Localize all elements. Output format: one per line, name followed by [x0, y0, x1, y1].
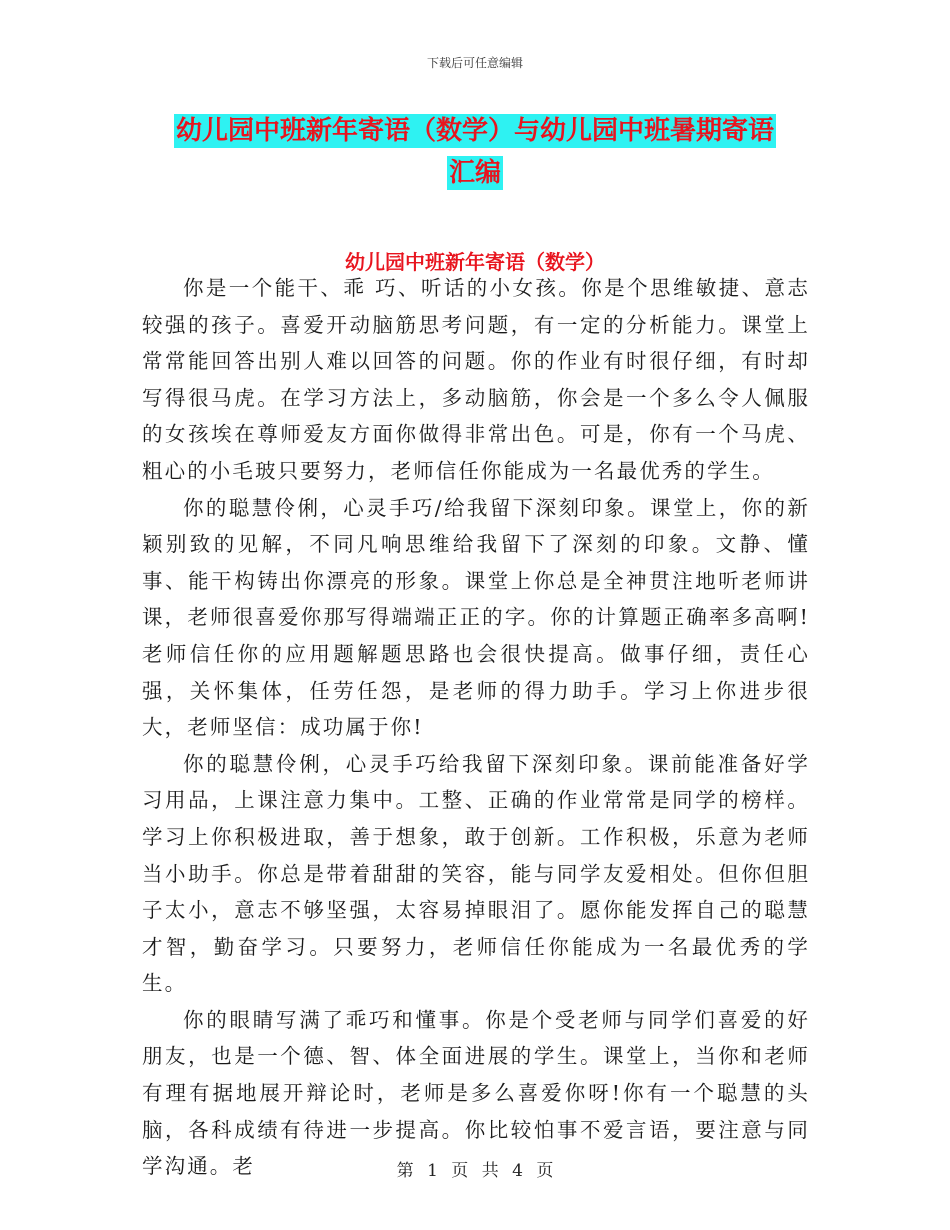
page-number: 1: [427, 1161, 438, 1181]
footer-total-prefix: 共: [481, 1161, 499, 1181]
footer-suffix: 页: [536, 1161, 554, 1181]
total-pages: 4: [512, 1161, 523, 1181]
paragraph: 你的聪慧伶俐，心灵手巧/给我留下深刻印象。课堂上，你的新颖别致的见解，不同凡响思维给我留下了深刻的印象。文静、懂事、能干构铸出你漂亮的形象。课堂上你总是全神贯注地听老师讲课，老师很喜爱你那写得端端正正的字。你的计算题正确率多高啊!老师信任你的应用题解题思路也会很快提高。做事仔细，责任心强，关怀集体，任劳任怨，是老师的得力助手。学习上你进步很大，老师坚信：成功属于你!: [142, 495, 810, 740]
paragraph: 你的聪慧伶俐，心灵手巧给我留下深刻印象。课前能准备好学习用品，上课注意力集中。工整、正确的作业常常是同学的榜样。学习上你积极进取，善于想象，敢于创新。工作积极，乐意为老师当小助手。你总是带着甜甜的笑容，能与同学友爱相处。但你但胆子太小，意志不够坚强，太容易掉眼泪了。愿你能发挥自己的聪慧才智，勤奋学习。只要努力，老师信任你能成为一名最优秀的学生。: [142, 751, 810, 996]
paragraph: 你是一个能干、乖 巧、听话的小女孩。你是个思维敏捷、意志较强的孩子。喜爱开动脑筋思考问题，有一定的分析能力。课堂上常常能回答出别人难以回答的问题。你的作业有时很仔细，有时却写得很马虎。在学习方法上，多动脑筋，你会是一个多么令人佩服的女孩埃在尊师爱友方面你做得非常出色。可是，你有一个马虎、粗心的小毛玻只要努力，老师信任你能成为一名最优秀的学生。: [142, 276, 810, 483]
document-body: [142, 270, 810, 1185]
footer-page-label: 页: [451, 1161, 469, 1181]
document-title-line-2: 汇编: [448, 158, 501, 188]
section-title: 幼儿园中班新年寄语（数学）: [345, 250, 605, 274]
document-title-line-1: 幼儿园中班新年寄语（数学）与幼儿园中班暑期寄语: [175, 116, 774, 146]
document-title: [142, 110, 808, 194]
footer-prefix: 第: [396, 1161, 414, 1181]
paragraph: 你的眼睛写满了乖巧和懂事。你是个受老师与同学们喜爱的好朋友，也是一个德、智、体全面进展的学生。课堂上，当你和老师有理有据地展开辩论时，老师是多么喜爱你呀!你有一个聪慧的头脑，各科成绩有待进一步提高。你比较怕事不爱言语，要注意与同学沟通。老: [142, 1007, 810, 1179]
page-footer: [0, 1156, 950, 1181]
header-note: 下载后可任意编辑: [426, 56, 523, 70]
